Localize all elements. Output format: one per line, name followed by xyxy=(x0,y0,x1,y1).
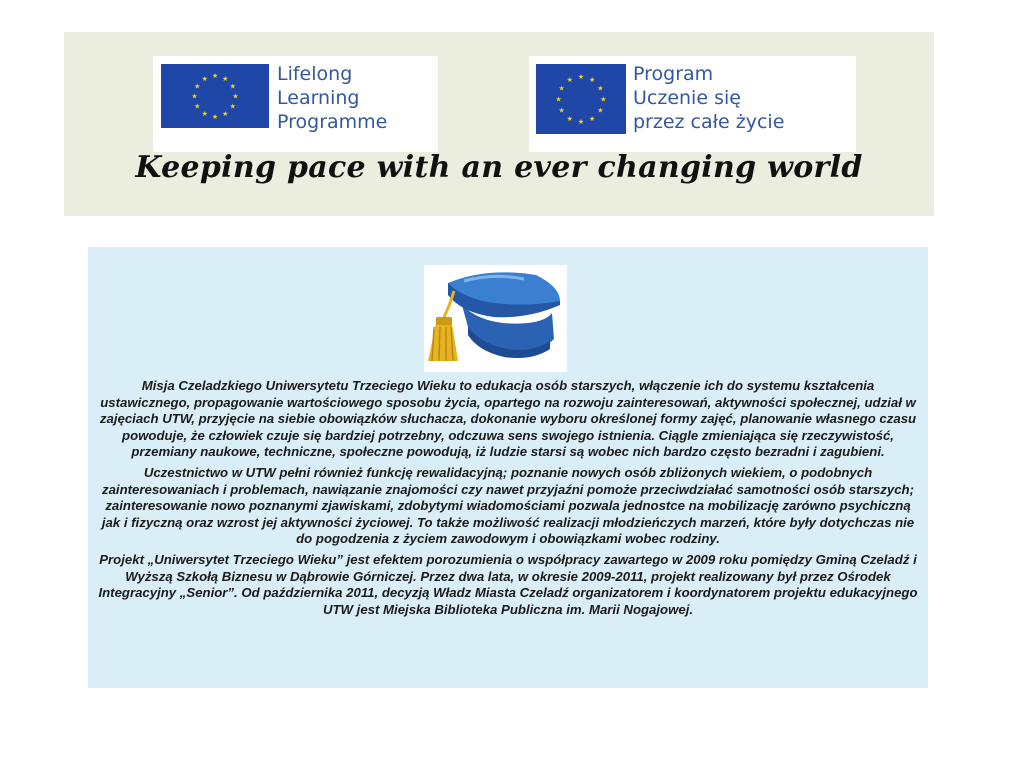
eu-stars xyxy=(161,64,269,128)
logo-line: Uczenie się xyxy=(633,87,741,109)
eu-star-icon: ★ xyxy=(211,73,219,81)
eu-star-icon: ★ xyxy=(229,83,236,91)
eu-star-icon: ★ xyxy=(558,107,565,115)
lifelong-learning-logo xyxy=(153,56,438,152)
paragraph-project: Projekt „Uniwersytet Trzeciego Wieku” jest efektem porozumienia o współpracy zawartego w 2009 roku pomiędzy Gminą Czeladź i Wyższą Szkołą Biznesu w Dąbrowie Górniczej. Przez dwa lata, w okresie 2009-2011, projekt realizowany był przez Ośrodek Integracyjny „Senior”. Od października 2011, decyzją Władz Miasta Czeladź organizatorem i koordynatorem projektu edukacyjnego UTW jest Miejska Biblioteka Publiczna im. Marii Nogajowej. xyxy=(98,551,918,617)
logo-line: Lifelong xyxy=(277,63,353,85)
eu-star-icon: ★ xyxy=(194,83,201,91)
content-panel xyxy=(88,247,928,688)
eu-star-icon: ★ xyxy=(577,118,585,126)
eu-stars xyxy=(536,64,626,134)
eu-star-icon: ★ xyxy=(577,74,585,82)
paragraph-mission: Misja Czeladzkiego Uniwersytetu Trzeciego Wieku to edukacja osób starszych, włączenie ich do systemu kształcenia ustawicznego, propagowanie wartościowego sposobu życia, opartego na rozwoju zainteresowań, aktywności społecznej, udział w zajęciach UTW, przyjęcie na siebie obowiązków słuchacza, dokonanie wyboru określonej formy zajęć, planowanie własnego czasu powoduje, że człowiek czuje się bardziej potrzebny, odczuwa sens swojego istnienia. Ciągle zmieniająca się rzeczywistość, przemiany naukowe, techniczne, społeczne powodują, iż ludzie starsi są wobec nich bardzo często bezradni i zagubieni. xyxy=(99,378,917,460)
eu-star-icon: ★ xyxy=(222,75,229,83)
eu-star-icon: ★ xyxy=(589,77,596,85)
eu-flag-icon xyxy=(536,64,626,134)
header-banner xyxy=(64,32,934,216)
eu-star-icon: ★ xyxy=(566,115,573,123)
logo-line: Learning xyxy=(277,87,360,109)
eu-star-icon: ★ xyxy=(566,77,573,85)
logo-line: Program xyxy=(633,63,714,85)
eu-star-icon: ★ xyxy=(191,93,198,101)
eu-star-icon: ★ xyxy=(558,85,565,93)
eu-star-icon: ★ xyxy=(201,111,208,119)
eu-star-icon: ★ xyxy=(211,113,219,121)
eu-star-icon: ★ xyxy=(597,107,604,115)
eu-star-icon: ★ xyxy=(589,115,596,123)
eu-star-icon: ★ xyxy=(232,93,239,101)
tagline: Keeping pace with an ever changing world xyxy=(135,150,863,185)
graduation-cap-icon xyxy=(424,265,567,372)
eu-star-icon: ★ xyxy=(600,96,607,104)
eu-star-icon: ★ xyxy=(194,103,201,111)
eu-star-icon: ★ xyxy=(201,75,208,83)
logo-line: Programme xyxy=(277,111,388,133)
logo-line: przez całe życie xyxy=(633,111,785,133)
logo-text xyxy=(633,62,784,134)
eu-star-icon: ★ xyxy=(229,103,236,111)
body-text xyxy=(96,378,920,622)
eu-flag-icon xyxy=(161,64,269,128)
eu-star-icon: ★ xyxy=(222,111,229,119)
program-uczenie-logo xyxy=(529,56,856,152)
logo-text xyxy=(277,62,387,134)
eu-star-icon: ★ xyxy=(597,85,604,93)
eu-star-icon: ★ xyxy=(555,96,562,104)
graduation-cap-drawing xyxy=(424,265,567,372)
paragraph-participation: Uczestnictwo w UTW pełni również funkcję rewalidacyjną; poznanie nowych osób zbliżonych wiekiem, o podobnych zainteresowaniach i problemach, nawiązanie znajomości czy nawet przyjaźni pomoże przeciwdziałać samotności osób starszych; zainteresowanie nowo poznanymi zjawiskami, zdobytymi wiadomościami pozwala jednostce na mobilizację zarówno psychiczną jak i fizyczną oraz wzrost jej aktywności życiowej. To także możliwość realizacji młodzieńczych marzeń, które były dotychczas nie do pogodzenia z życiem zawodowym i obowiązkami wobec rodziny. xyxy=(101,464,915,547)
